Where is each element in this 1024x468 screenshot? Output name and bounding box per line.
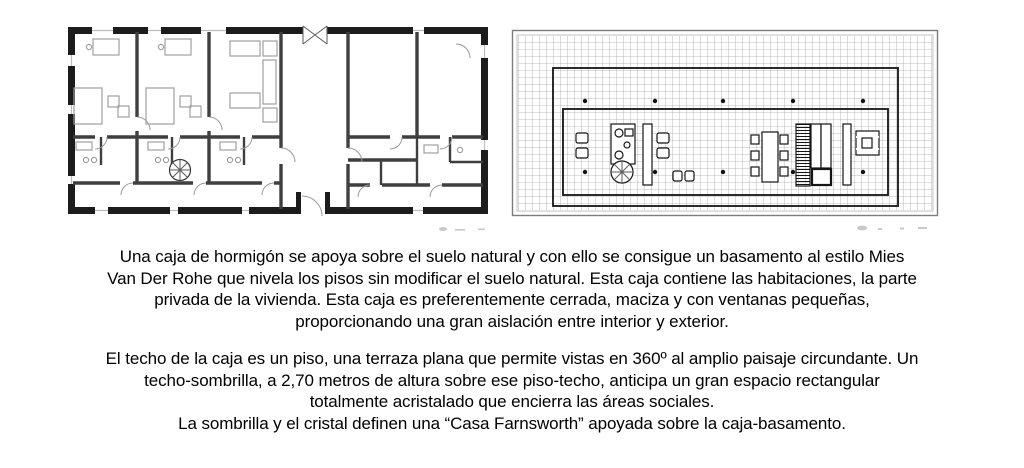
- text-line-8: La sombrilla y el cristal definen una “Casa Farnsworth” apoyada sobre la caja-basamento.: [178, 413, 846, 433]
- roof-spiral-stair-icon: [611, 161, 633, 183]
- pavement-grid: [518, 36, 932, 210]
- text-line-3: privada de la vivienda. Esta caja es preferentemente cerrada, maciza y con ventanas pequeñas,: [154, 290, 870, 309]
- floor-plan-base: [72, 26, 486, 231]
- text-line-1: Una caja de hormigón se apoya sobre el suelo natural y con ello se consigue un basamento al estilo Mies: [119, 247, 905, 266]
- scale-smudge-right: [857, 226, 927, 231]
- text-line-7: totalmente acristalado que encierra las áreas sociales.: [309, 392, 715, 411]
- text-line-4: proporcionando una gran aislación entre interior y exterior.: [295, 311, 729, 331]
- spiral-stair-icon: [170, 160, 191, 181]
- text-line-5: El techo de la caja es un piso, una terraza plana que permite vistas en 360º al amplio paisaje circundante. Un: [105, 349, 919, 368]
- description-text: [0, 246, 1024, 450]
- text-line-2: Van Der Rohe que nivela los pisos sin modificar el suelo natural. Esta caja contiene las habitaciones, la parte: [107, 268, 917, 288]
- scale-smudge: [439, 227, 485, 231]
- text-line-6: techo-sombrilla, a 2,70 metros de altura sobre ese piso-techo, anticipa un gran espacio rectangular: [144, 370, 880, 390]
- floor-plan-roof: [513, 31, 938, 231]
- outer-wall: [72, 26, 485, 216]
